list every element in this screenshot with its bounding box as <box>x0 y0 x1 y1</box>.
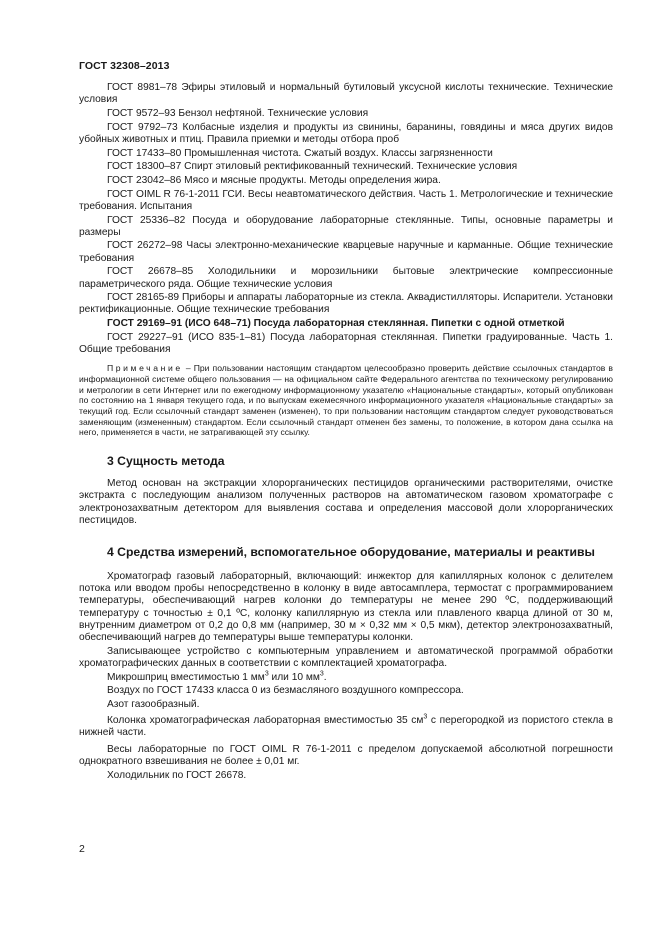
scales-paragraph: Весы лабораторные по ГОСТ OIML R 76-1-2011 с пределом допускаемой абсолютной погрешности однократного взвешивания не более ± 0,01 мг. <box>79 743 613 767</box>
chromatograph-paragraph: Хроматограф газовый лабораторный, включающий: инжектор для капиллярных колонок с делителем потока или вводом пробы непосредственно в колонку в виде автосамплера, термостат с программированием температуры, обеспечивающий нагрев колонки до температуры не менее 290 ºС, поддерживающий температуру с точностью ± 0,1 ºС, колонку капиллярную из стекла или плавленого кварца длиной от 30 м, внутренним диаметром от 0,2 до 0,8 мм (например, 30 м × 0,32 мм × 0,5 мкм), детектор электронозахватный, обеспечивающий нагрев до температуры выше температуры колонки. <box>79 571 613 644</box>
microsyringe-text-mid: или 10 мм <box>268 671 320 683</box>
note-label: Примечание <box>107 363 183 374</box>
reference-item: ГОСТ OIML R 76-1-2011 ГСИ. Весы неавтоматического действия. Часть 1. Метрологические и технические требования. Испытания <box>79 188 613 212</box>
reference-item: ГОСТ 18300–87 Спирт этиловый ректификованный технический. Технические условия <box>107 161 518 173</box>
reference-item: ГОСТ 17433–80 Промышленная чистота. Сжатый воздух. Классы загрязненности <box>107 147 493 159</box>
reference-item: ГОСТ 9572–93 Бензол нефтяной. Технические условия <box>107 107 369 119</box>
air-paragraph: Воздух по ГОСТ 17433 класса 0 из безмасляного воздушного компрессора. <box>107 685 464 697</box>
normative-references-list <box>79 82 613 356</box>
section-3-text: Метод основан на экстракции хлорорганических пестицидов органическими растворителями, очистке экстракта с последующим анализом полученных растворов на автоматическом газовом хроматографе с электронозахватным детектором для выявления состава и определения массовой доли хлорорганических пестицидов. <box>79 478 613 526</box>
note-text: – При пользовании настоящим стандартом целесообразно проверить действие ссылочных стандартов в информационной системе общего пользования — на официальном сайте Федерального агентства по техническому регулированию и метрологии в сети Интернет или по ежегодному информационному указателю «Национальные стандарты», который опубликован по состоянию на 1 января текущего года, и по выпускам ежемесячного информационного указателя «Национальные стандарты» за текущий год. Если ссылочный стандарт заменен (изменен), то при пользовании настоящим стандартом следует руководствоваться заменяющим (измененным) стандартом. Если ссылочный стандарт отменен без замены, то положение, в котором дана ссылка на него, применяется в части, не затрагивающей эту ссылку. <box>79 363 613 438</box>
reference-item: ГОСТ 9792–73 Колбасные изделия и продукты из свинины, баранины, говядины и мяса других видов убойных животных и птиц. Правила приемки и методы отбора проб <box>79 121 613 145</box>
microsyringe-text-start: Микрошприц вместимостью 1 мм <box>107 671 265 683</box>
reference-item: ГОСТ 25336–82 Посуда и оборудование лабораторные стеклянные. Типы, основные параметры и размеры <box>79 214 613 238</box>
document-body <box>79 82 613 783</box>
column-text-end: с перегородкой из пористого стекла в нижней части. <box>79 715 613 739</box>
reference-item: ГОСТ 28165-89 Приборы и аппараты лабораторные из стекла. Аквадистилляторы. Испарители. Установки ректификационные. Общие технические требования <box>79 292 613 316</box>
column-paragraph <box>79 715 613 739</box>
microsyringe-text-end: . <box>323 671 327 683</box>
reference-item: ГОСТ 26678–85 Холодильники и морозильники бытовые электрические компрессионные параметрического ряда. Общие технические условия <box>79 266 613 290</box>
recorder-paragraph: Записывающее устройство с компьютерным управлением и автоматической программой обработки хроматографических данных в соответствии с комплектацией хроматографа. <box>79 645 613 669</box>
microsyringe-paragraph <box>79 672 613 684</box>
superscript-3: 3 <box>423 713 428 721</box>
nitrogen-paragraph: Азот газообразный. <box>107 699 200 711</box>
reference-item-bold: ГОСТ 29169–91 (ИСО 648–71) Посуда лабораторная стеклянная. Пипетки с одной отметкой <box>107 318 565 330</box>
page-number: 2 <box>79 843 85 855</box>
document-header: ГОСТ 32308–2013 <box>79 60 170 72</box>
column-text-start: Колонка хроматографическая лабораторная вместимостью 35 см <box>107 715 424 727</box>
reference-note <box>79 363 613 438</box>
superscript-3: 3 <box>264 670 269 678</box>
reference-item: ГОСТ 8981–78 Эфиры этиловый и нормальный бутиловый уксусной кислоты технические. Технические условия <box>79 82 613 106</box>
reference-item: ГОСТ 26272–98 Часы электронно-механические кварцевые наручные и карманные. Общие технические требования <box>79 240 613 264</box>
section-3-title: 3 Сущность метода <box>107 454 225 469</box>
section-4-title: 4 Средства измерений, вспомогательное оборудование, материалы и реактивы <box>107 545 595 559</box>
superscript-3: 3 <box>319 670 324 678</box>
reference-item: ГОСТ 29227–91 (ИСО 835-1–81) Посуда лабораторная стеклянная. Пипетки градуированные. Часть 1. Общие требования <box>79 331 613 356</box>
fridge-paragraph: Холодильник по ГОСТ 26678. <box>107 769 247 781</box>
reference-item: ГОСТ 23042–86 Мясо и мясные продукты. Методы определения жира. <box>107 174 441 186</box>
